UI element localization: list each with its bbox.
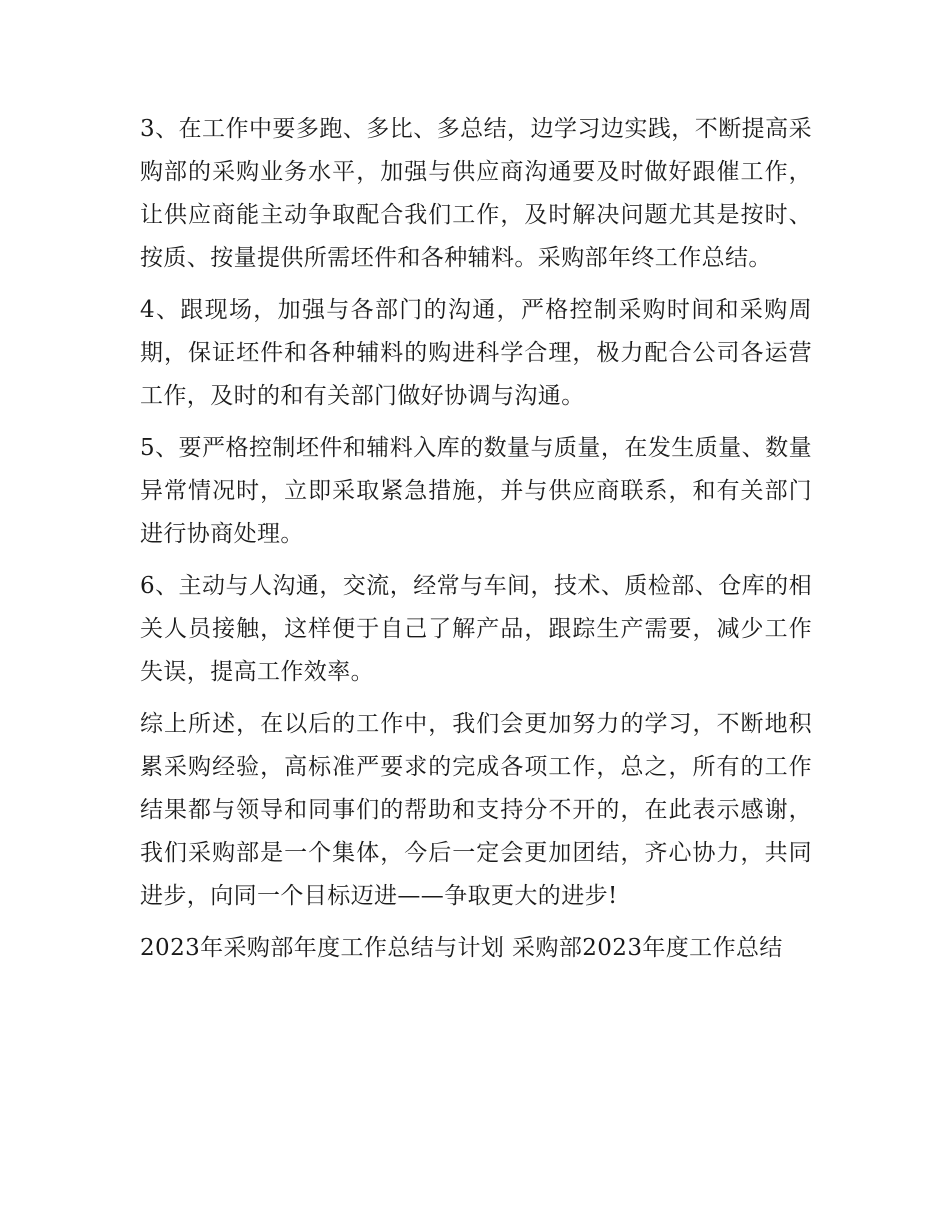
paragraph-item-6: 6、主动与人沟通，交流，经常与车间，技术、质检部、仓库的相关人员接触，这样便于自己了解产品，跟踪生产需要，减少工作失误，提高工作效率。 xyxy=(140,573,812,685)
paragraph-item-4: 4、跟现场，加强与各部门的沟通，严格控制采购时间和采购周期，保证坯件和各种辅料的购进科学合理，极力配合公司各运营工作，及时的和有关部门做好协调与沟通。 xyxy=(140,297,812,409)
paragraph-item-5: 5、要严格控制坯件和辅料入库的数量与质量，在发生质量、数量异常情况时，立即采取紧急措施，并与供应商联系，和有关部门进行协商处理。 xyxy=(140,435,812,547)
paragraph-item-3: 3、在工作中要多跑、多比、多总结，边学习边实践，不断提高采购部的采购业务水平，加强与供应商沟通要及时做好跟催工作，让供应商能主动争取配合我们工作，及时解决问题尤其是按时、按质、按量提供所需坯件和各种辅料。采购部年终工作总结。 xyxy=(140,116,812,271)
document-page xyxy=(140,108,812,970)
paragraph-footer-title: 2023年采购部年度工作总结与计划 采购部2023年度工作总结 xyxy=(140,935,783,961)
paragraph-summary: 综上所述，在以后的工作中，我们会更加努力的学习，不断地积累采购经验，高标准严要求的完成各项工作，总之，所有的工作结果都与领导和同事们的帮助和支持分不开的，在此表示感谢，我们采购部是一个集体，今后一定会更加团结，齐心协力，共同进步，向同一个目标迈进——争取更大的进步! xyxy=(140,711,812,909)
